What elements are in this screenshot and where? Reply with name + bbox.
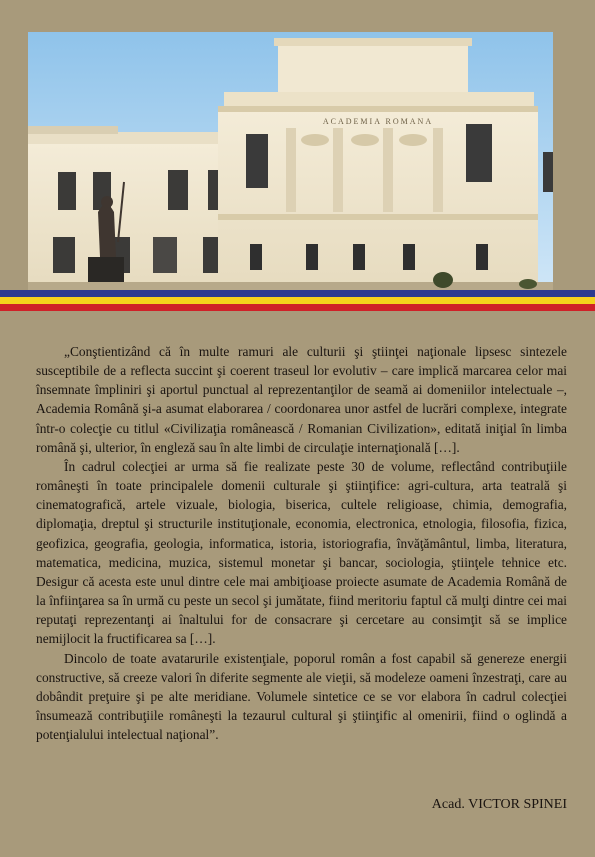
romanian-flag-stripe [0, 290, 595, 311]
flag-blue-stripe [0, 290, 595, 297]
author-signature: Acad. VICTOR SPINEI [431, 797, 567, 812]
flag-red-stripe [0, 304, 595, 311]
paragraph-2: În cadrul colecţiei ar urma să fie realizate peste 30 de volume, reflectând contribuţiile româneşti în toate principalele domenii culturale şi ştiinţifice: agri-cultura, arta teatrală şi cinematografică, artele vizuale, biologia, biserica, cultele religioase, chimia, demografia, diplomaţia, dreptul şi structurile instituţionale, economia, electronica, etnologia, filosofia, fizica, geofizica, geografia, geologia, informatica, istoria, istoriografia, învăţământul, limba, literatura, matematica, medicina, muzica, sistemul monetar şi bancar, sociologia, ştiinţele tehnice etc. Desigur că acesta este unul dintre cele mai ambiţioase proiecte asumate de Academia Română de la înfiinţarea sa în urmă cu peste un secol şi jumătate, fiind meritoriu faptul că mulţi dintre cei mai reputaţi reprezentanţi ai înaltului for de consacrare şi cercetare au consimţit să se implice nemijlocit la fructificarea sa […]. [36, 458, 567, 647]
quote-text [36, 342, 567, 744]
academy-building-photo [28, 32, 553, 290]
paragraph-1: „Conştientizând că în multe ramuri ale culturii şi ştiinţei naţionale lipsesc sintezele susceptibile de a reflecta succint şi coerent traseul lor evolutiv – care implică marcarea celor mai însemnate împliniri şi aportul punctual al reprezentanţilor de seamă ai domeniilor intelectuale –, Academia Română şi-a asumat elaborarea / coordonarea unor astfel de lucrări complexe, integrate într-o colecţie cu titlul «Civilizaţia românească / Romanian Civilization», editată iniţial în limba română şi, ulterior, în engleză sau în alte limbi de circulaţie internaţională […]. [36, 344, 567, 455]
flag-yellow-stripe [0, 297, 595, 304]
paragraph-3: Dincolo de toate avatarurile existenţiale, poporul român a fost capabil să genereze energii constructive, să creeze valori în diferite segmente ale vieţii, să modeleze oameni înzestraţi, care au dobândit preţuire şi pe alte meridiane. Volumele sintetice ce se vor elabora în cadrul colecţiei însumează contribuţiile româneşti la tezaurul cultural şi ştiinţific al omenirii, fiind o oglindă a potenţialului intelectual naţional”. [36, 650, 567, 743]
building-inscription: ACADEMIA ROMANA [322, 117, 434, 126]
